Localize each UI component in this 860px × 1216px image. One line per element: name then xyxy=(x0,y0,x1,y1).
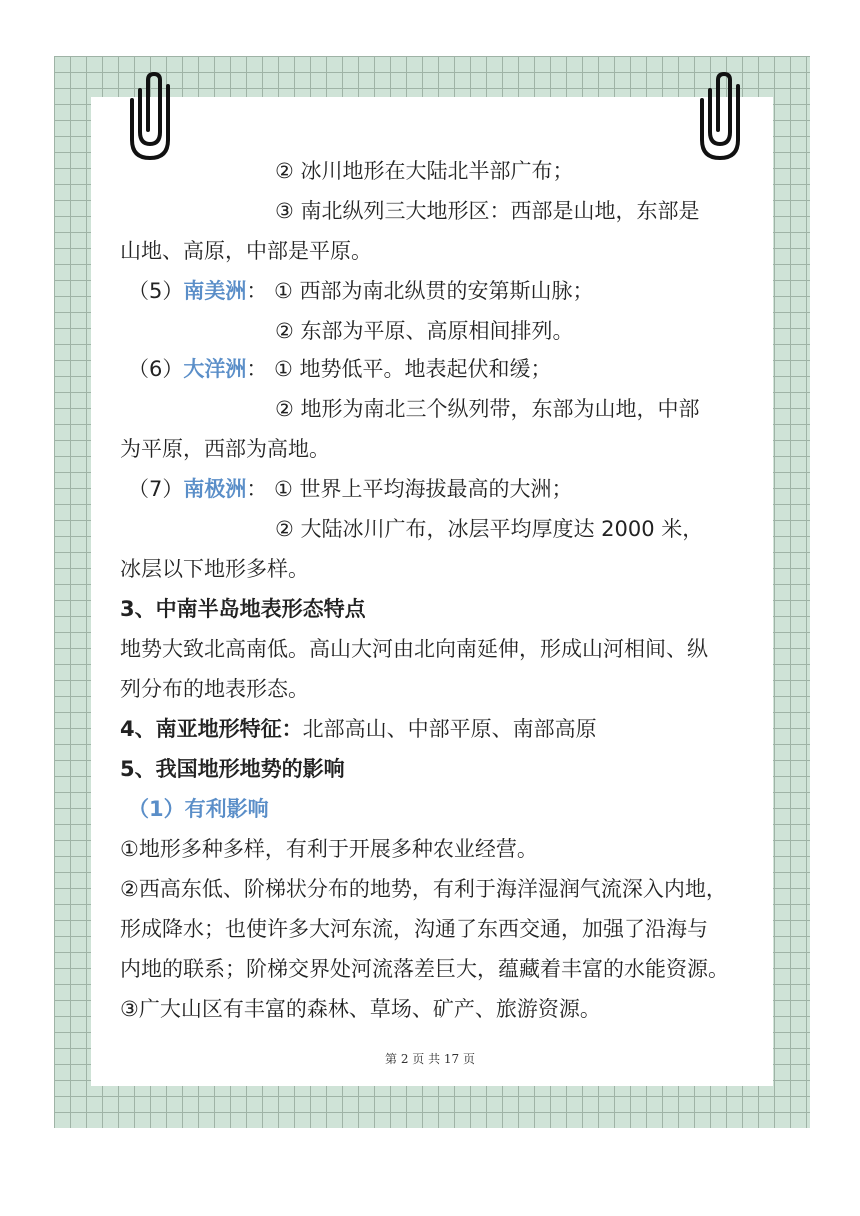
section-south-america xyxy=(128,278,594,304)
heading-5: 5、我国地形地势的影响 xyxy=(120,757,345,781)
section-text: ： ① 世界上平均海拔最高的大洲； xyxy=(246,477,573,501)
page-number: 第 2 页 共 17 页 xyxy=(385,1052,475,1066)
text-line: ①地形多种多样，有利于开展多种农业经营。 xyxy=(120,837,538,861)
continent-label: 南美洲 xyxy=(183,279,247,303)
section-text: ： ① 西部为南北纵贯的安第斯山脉； xyxy=(246,279,594,303)
text-line: 内地的联系；阶梯交界处河流落差巨大，蕴藏着丰富的水能资源。 xyxy=(120,957,729,981)
section-text: ： ① 地势低平。地表起伏和缓； xyxy=(246,357,552,381)
text-line: ② 冰川地形在大陆北半部广布； xyxy=(275,159,574,183)
heading-3: 3、中南半岛地表形态特点 xyxy=(120,597,366,621)
section-antarctica xyxy=(128,476,573,502)
section-oceania xyxy=(128,356,552,382)
paperclip-icon xyxy=(696,70,744,162)
text-line: 地势大致北高南低。高山大河由北向南延伸，形成山河相间、纵 xyxy=(120,637,708,661)
heading-text: 北部高山、中部平原、南部高原 xyxy=(302,717,597,741)
heading-label: 4、南亚地形特征： xyxy=(120,717,303,741)
section-number: （6） xyxy=(128,357,184,381)
text-line: 列分布的地表形态。 xyxy=(120,677,309,701)
text-line: ② 东部为平原、高原相间排列。 xyxy=(275,319,574,343)
text-line: 冰层以下地形多样。 xyxy=(120,557,309,581)
text-line: 为平原，西部为高地。 xyxy=(120,437,330,461)
section-number: （7） xyxy=(128,477,184,501)
section-number: （5） xyxy=(128,279,184,303)
text-line: 形成降水；也使许多大河东流，沟通了东西交通，加强了沿海与 xyxy=(120,917,708,941)
text-line: ②西高东低、阶梯状分布的地势，有利于海洋湿润气流深入内地， xyxy=(120,877,727,901)
paperclip-icon xyxy=(126,70,174,162)
continent-label: 大洋洲 xyxy=(183,357,247,381)
subheading: （1）有利影响 xyxy=(128,797,269,821)
text-line: ③ 南北纵列三大地形区：西部是山地，东部是 xyxy=(275,199,700,223)
text-line: ② 大陆冰川广布，冰层平均厚度达 2000 米， xyxy=(275,517,704,541)
continent-label: 南极洲 xyxy=(183,477,247,501)
text-line: ③广大山区有丰富的森林、草场、矿产、旅游资源。 xyxy=(120,997,601,1021)
text-line: 山地、高原，中部是平原。 xyxy=(120,239,372,263)
text-line: ② 地形为南北三个纵列带，东部为山地，中部 xyxy=(275,397,700,421)
heading-4 xyxy=(120,716,597,742)
